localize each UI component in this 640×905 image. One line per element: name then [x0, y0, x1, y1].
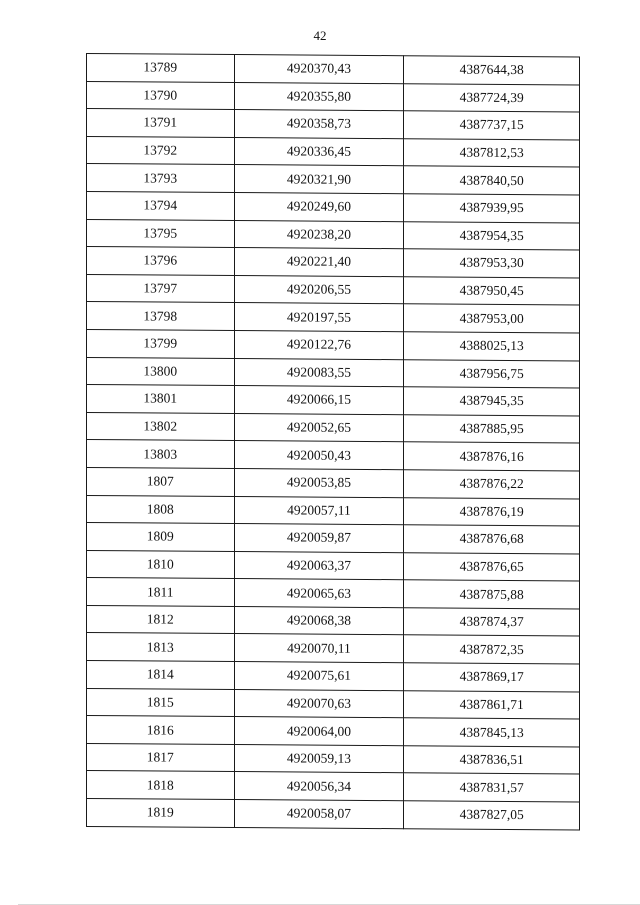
point-number-cell: 13803 — [87, 440, 235, 469]
x-coordinate-cell: 4920050,43 — [234, 441, 404, 470]
table-row — [87, 605, 580, 636]
x-coordinate-cell: 4920059,87 — [234, 524, 404, 553]
x-coordinate-cell: 4920221,40 — [234, 248, 404, 277]
point-number-cell: 13792 — [87, 136, 235, 165]
y-coordinate-cell: 4387845,13 — [404, 718, 580, 747]
x-coordinate-cell: 4920206,55 — [234, 275, 404, 304]
table-row — [87, 771, 580, 802]
point-number-cell: 13800 — [87, 357, 235, 386]
table-row — [87, 274, 580, 305]
page-number: 42 — [313, 28, 327, 43]
point-number-cell: 1817 — [87, 743, 235, 772]
point-number-cell: 13801 — [87, 385, 235, 414]
x-coordinate-cell: 4920065,63 — [234, 579, 404, 608]
table-row — [87, 54, 580, 85]
table-row — [87, 467, 580, 498]
point-number-cell: 1809 — [87, 523, 235, 552]
y-coordinate-cell: 4387950,45 — [404, 276, 580, 305]
table-row — [87, 495, 580, 526]
y-coordinate-cell: 4387831,57 — [404, 773, 580, 802]
point-number-cell: 13789 — [87, 54, 235, 83]
x-coordinate-cell: 4920053,85 — [234, 468, 404, 497]
table-row — [87, 578, 580, 609]
x-coordinate-cell: 4920066,15 — [234, 386, 404, 415]
table-row — [87, 523, 580, 554]
point-number-cell: 13802 — [87, 412, 235, 441]
point-number-cell: 13790 — [87, 81, 235, 110]
point-number-cell: 1812 — [87, 605, 235, 634]
x-coordinate-cell: 4920068,38 — [234, 606, 404, 635]
table-row — [87, 743, 580, 774]
y-coordinate-cell: 4387953,00 — [404, 304, 580, 333]
x-coordinate-cell: 4920056,34 — [234, 772, 404, 801]
y-coordinate-cell: 4387885,95 — [404, 414, 580, 443]
point-number-cell: 1811 — [87, 578, 235, 607]
table-row — [87, 357, 580, 388]
y-coordinate-cell: 4387939,95 — [404, 194, 580, 223]
x-coordinate-cell: 4920070,11 — [234, 634, 404, 663]
x-coordinate-cell: 4920059,13 — [234, 744, 404, 773]
point-number-cell: 13797 — [87, 274, 235, 303]
point-number-cell: 1818 — [87, 771, 235, 800]
table-row — [87, 661, 580, 692]
point-number-cell: 13791 — [87, 109, 235, 138]
point-number-cell: 1814 — [87, 661, 235, 690]
table-row — [87, 81, 580, 112]
x-coordinate-cell: 4920058,07 — [234, 800, 404, 829]
coordinates-table — [86, 53, 580, 830]
x-coordinate-cell: 4920052,65 — [234, 413, 404, 442]
table-row — [87, 716, 580, 747]
y-coordinate-cell: 4387812,53 — [404, 139, 580, 168]
y-coordinate-cell: 4387840,50 — [404, 166, 580, 195]
table-row — [87, 412, 580, 443]
y-coordinate-cell: 4388025,13 — [404, 332, 580, 361]
point-number-cell: 1808 — [87, 495, 235, 524]
y-coordinate-cell: 4387737,15 — [404, 111, 580, 140]
y-coordinate-cell: 4387724,39 — [404, 83, 580, 112]
point-number-cell: 13796 — [87, 247, 235, 276]
y-coordinate-cell: 4387861,71 — [404, 690, 580, 719]
y-coordinate-cell: 4387827,05 — [404, 801, 580, 830]
point-number-cell: 13794 — [87, 191, 235, 220]
table-row — [87, 550, 580, 581]
y-coordinate-cell: 4387876,19 — [404, 497, 580, 526]
point-number-cell: 1816 — [87, 716, 235, 745]
table-row — [87, 164, 580, 195]
point-number-cell: 1819 — [87, 799, 235, 828]
point-number-cell: 1815 — [87, 688, 235, 717]
table-row — [87, 136, 580, 167]
x-coordinate-cell: 4920063,37 — [234, 551, 404, 580]
x-coordinate-cell: 4920057,11 — [234, 496, 404, 525]
y-coordinate-cell: 4387876,16 — [404, 442, 580, 471]
point-number-cell: 1813 — [87, 633, 235, 662]
coordinates-table-body — [87, 54, 580, 830]
x-coordinate-cell: 4920064,00 — [234, 717, 404, 746]
table-row — [87, 633, 580, 664]
x-coordinate-cell: 4920355,80 — [234, 82, 404, 111]
x-coordinate-cell: 4920370,43 — [234, 55, 404, 84]
point-number-cell: 13793 — [87, 164, 235, 193]
table-row — [87, 302, 580, 333]
table-row — [87, 688, 580, 719]
y-coordinate-cell: 4387876,65 — [404, 552, 580, 581]
x-coordinate-cell: 4920358,73 — [234, 110, 404, 139]
y-coordinate-cell: 4387954,35 — [404, 221, 580, 250]
y-coordinate-cell: 4387875,88 — [404, 580, 580, 609]
table-row — [87, 109, 580, 140]
x-coordinate-cell: 4920238,20 — [234, 220, 404, 249]
table-row — [87, 191, 580, 222]
point-number-cell: 13798 — [87, 302, 235, 331]
x-coordinate-cell: 4920070,63 — [234, 689, 404, 718]
x-coordinate-cell: 4920122,76 — [234, 330, 404, 359]
table-row — [87, 247, 580, 278]
y-coordinate-cell: 4387956,75 — [404, 359, 580, 388]
y-coordinate-cell: 4387876,22 — [404, 470, 580, 499]
x-coordinate-cell: 4920197,55 — [234, 303, 404, 332]
y-coordinate-cell: 4387876,68 — [404, 525, 580, 554]
y-coordinate-cell: 4387836,51 — [404, 746, 580, 775]
point-number-cell: 13795 — [87, 219, 235, 248]
x-coordinate-cell: 4920249,60 — [234, 193, 404, 222]
point-number-cell: 1810 — [87, 550, 235, 579]
y-coordinate-cell: 4387953,30 — [404, 249, 580, 278]
y-coordinate-cell: 4387872,35 — [404, 635, 580, 664]
table-row — [87, 385, 580, 416]
point-number-cell: 13799 — [87, 329, 235, 358]
table-row — [87, 219, 580, 250]
x-coordinate-cell: 4920083,55 — [234, 358, 404, 387]
x-coordinate-cell: 4920336,45 — [234, 137, 404, 166]
point-number-cell: 1807 — [87, 467, 235, 496]
x-coordinate-cell: 4920075,61 — [234, 662, 404, 691]
table-row — [87, 440, 580, 471]
table-row — [87, 799, 580, 830]
y-coordinate-cell: 4387945,35 — [404, 387, 580, 416]
y-coordinate-cell: 4387869,17 — [404, 663, 580, 692]
x-coordinate-cell: 4920321,90 — [234, 165, 404, 194]
table-row — [87, 329, 580, 360]
y-coordinate-cell: 4387874,37 — [404, 608, 580, 637]
y-coordinate-cell: 4387644,38 — [404, 56, 580, 85]
